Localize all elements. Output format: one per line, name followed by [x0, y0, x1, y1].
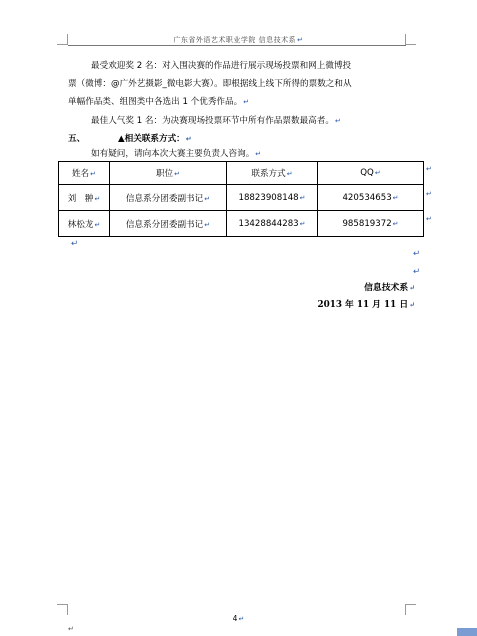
table-cell: 420534653↵	[318, 185, 424, 211]
paragraph-text: 最受欢迎奖 2 名：对入围决赛的作品进行展示现场投票和网上微博投	[91, 61, 352, 71]
table-header-row	[59, 162, 424, 185]
paragraph-mark: ↵	[68, 625, 74, 633]
page-header	[0, 35, 477, 45]
row-end-mark: ↵	[426, 190, 432, 198]
section-heading	[68, 133, 85, 145]
paragraph-line	[91, 60, 351, 72]
paragraph-mark: ↵	[185, 135, 192, 143]
paragraph-line	[68, 78, 352, 90]
contact-intro-text: 如有疑问，请向本次大赛主要负责人咨询。	[91, 149, 255, 159]
table-cell: 信息系分团委副书记↵	[110, 211, 227, 237]
table-header-cell: QQ↵	[318, 162, 424, 185]
section-title-text: ▲相关联系方式：	[118, 134, 185, 144]
paragraph-mark: ↵	[413, 267, 421, 277]
paragraph-mark: ↵	[297, 36, 304, 44]
row-end-mark: ↵	[426, 165, 432, 173]
signature-date: 2013 年 11 月 11 日↵	[317, 300, 415, 310]
contact-intro	[91, 148, 261, 160]
table-row	[59, 185, 424, 211]
contacts-table	[58, 161, 424, 237]
table-cell: 刘 翀↵	[59, 185, 110, 211]
paragraph-mark: ↵	[71, 239, 79, 249]
table-cell: 信息系分团委副书记↵	[110, 185, 227, 211]
paragraph-mark: ↵	[413, 249, 421, 259]
paragraph-mark: ↵	[243, 98, 250, 106]
header-text: 广东省外语艺术职业学院 信息技术系	[173, 36, 297, 44]
paragraph-text: 单幅作品类、组图类中各选出 1 个优秀作品。	[68, 97, 243, 107]
paragraph-text: 票（微博：@广外艺摄影_微电影大赛）。即根据线上线下所得的票数之和从	[68, 79, 352, 89]
table-header-cell: 联系方式↵	[227, 162, 318, 185]
view-scroll-handle[interactable]	[457, 628, 477, 636]
section-title	[118, 133, 192, 145]
table-cell: 林松龙↵	[59, 211, 110, 237]
header-rule	[68, 45, 406, 46]
paragraph-line	[91, 115, 341, 127]
table-row	[59, 211, 424, 237]
paragraph-text: 最佳人气奖 1 名：为决赛现场投票环节中所有作品票数最高者。	[91, 116, 334, 126]
paragraph-mark: ↵	[334, 117, 341, 125]
page-number: 4↵	[232, 614, 245, 623]
table-cell: 985819372↵	[318, 211, 424, 237]
table-cell: 13428844283↵	[227, 211, 318, 237]
row-end-mark: ↵	[426, 215, 432, 223]
section-number: 五、	[68, 134, 86, 144]
signature-department: 信息技术系↵	[364, 283, 415, 293]
table-header-cell: 姓名↵	[59, 162, 110, 185]
table-cell: 18823908148↵	[227, 185, 318, 211]
paragraph-mark: ↵	[255, 150, 262, 158]
paragraph-line	[68, 96, 249, 108]
table-header-cell: 职位↵	[110, 162, 227, 185]
